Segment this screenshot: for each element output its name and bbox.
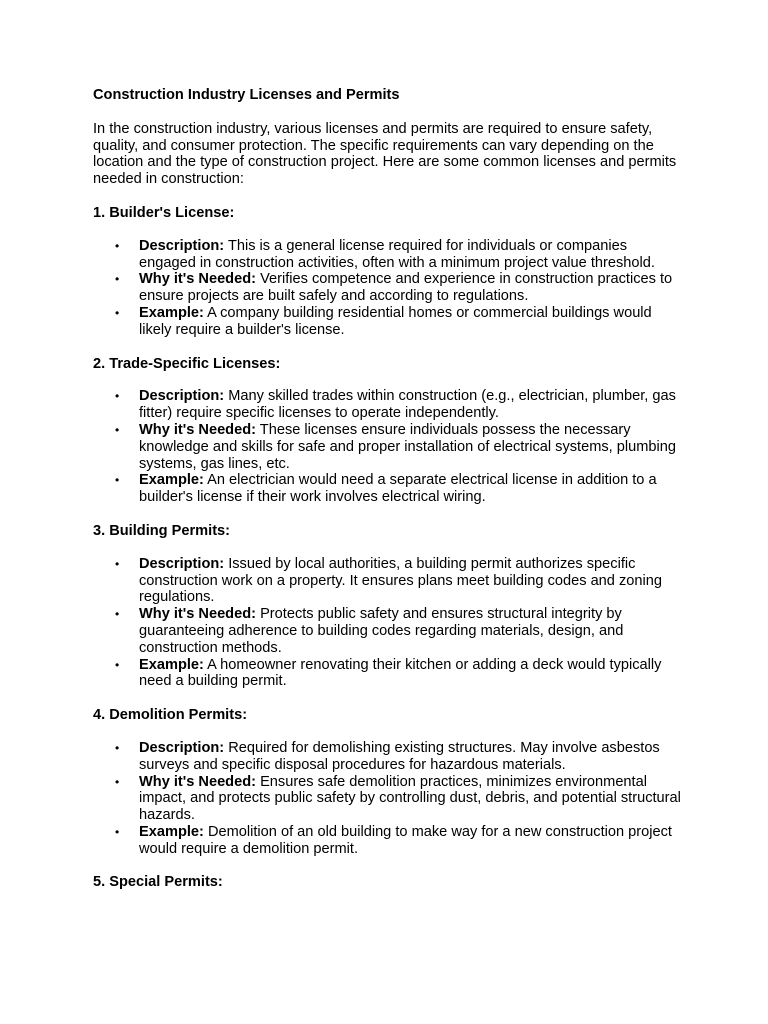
section-demolition-permits	[93, 707, 683, 857]
list-item	[93, 774, 683, 824]
section-building-permits	[93, 523, 683, 690]
item-text: Demolition of an old building to make way for a new construction project would require a demolition permit.	[139, 823, 672, 857]
bullet-list	[93, 556, 683, 690]
bullet-icon: •	[115, 389, 120, 404]
list-item	[93, 388, 683, 422]
item-label: Description:	[139, 739, 225, 756]
item-label: Description:	[139, 555, 225, 572]
section-heading: 2. Trade-Specific Licenses:	[93, 355, 281, 372]
item-label: Why it's Needed:	[139, 606, 256, 623]
list-item	[93, 305, 683, 339]
item-label: Why it's Needed:	[139, 773, 256, 790]
item-label: Example:	[139, 304, 204, 321]
bullet-icon: •	[115, 657, 120, 672]
section-heading: 5. Special Permits:	[93, 874, 223, 891]
item-label: Why it's Needed:	[139, 421, 256, 438]
intro-paragraph: In the construction industry, various licenses and permits are required to ensure safety, quality, and consumer protection. The specific requirements can vary depending on the location and the type of construction project. Here are some common licenses and permits needed in construction:	[93, 120, 677, 188]
bullet-icon: •	[115, 473, 120, 488]
section-special-permits	[93, 874, 683, 891]
bullet-icon: •	[115, 305, 120, 320]
section-heading: 3. Building Permits:	[93, 522, 231, 539]
bullet-icon: •	[115, 422, 120, 437]
item-text: An electrician would need a separate electrical license in addition to a builder's license if their work involves electrical wiring.	[139, 472, 657, 506]
section-heading: 1. Builder's License:	[93, 204, 235, 221]
item-label: Description:	[139, 237, 225, 254]
item-text: Verifies competence and experience in construction practices to ensure projects are built safely and according to regulations.	[139, 271, 673, 305]
item-text: These licenses ensure individuals possess the necessary knowledge and skills for safe and proper installation of electrical systems, plumbing systems, gas lines, etc.	[139, 421, 676, 472]
list-item	[93, 824, 683, 858]
bullet-icon: •	[115, 607, 120, 622]
item-label: Example:	[139, 823, 204, 840]
list-item	[93, 271, 683, 305]
list-item	[93, 422, 683, 472]
item-label: Description:	[139, 388, 225, 405]
document-page	[93, 87, 683, 907]
item-label: Example:	[139, 656, 204, 673]
item-text: A company building residential homes or commercial buildings would likely require a builder's license.	[139, 304, 652, 338]
section-trade-specific-licenses	[93, 356, 683, 506]
section-heading: 4. Demolition Permits:	[93, 707, 248, 724]
item-text: Issued by local authorities, a building permit authorizes specific construction work on a property. It ensures plans meet building codes and zoning regulations.	[139, 555, 662, 606]
item-text: Required for demolishing existing structures. May involve asbestos surveys and specific disposal procedures for hazardous materials.	[139, 739, 660, 773]
item-text: A homeowner renovating their kitchen or adding a deck would typically need a building permit.	[139, 656, 662, 690]
item-label: Why it's Needed:	[139, 271, 256, 288]
document-title: Construction Industry Licenses and Permits	[93, 87, 400, 103]
bullet-list	[93, 388, 683, 506]
item-text: This is a general license required for individuals or companies engaged in construction activities, often with a minimum project value threshold.	[139, 237, 655, 271]
bullet-icon: •	[115, 272, 120, 287]
item-text: Protects public safety and ensures structural integrity by guaranteeing adherence to building codes regarding materials, design, and construction methods.	[139, 606, 624, 656]
bullet-icon: •	[115, 556, 120, 571]
bullet-icon: •	[115, 774, 120, 789]
list-item	[93, 238, 683, 272]
list-item	[93, 740, 683, 774]
bullet-icon: •	[115, 824, 120, 839]
item-label: Example:	[139, 472, 204, 489]
list-item	[93, 472, 683, 506]
item-text: Many skilled trades within construction (e.g., electrician, plumber, gas fitter) require specific licenses to operate independently.	[139, 388, 676, 422]
bullet-list	[93, 238, 683, 339]
bullet-list	[93, 740, 683, 858]
list-item	[93, 606, 683, 656]
bullet-icon: •	[115, 740, 120, 755]
section-builders-license	[93, 205, 683, 339]
item-text: Ensures safe demolition practices, minimizes environmental impact, and protects public safety by controlling dust, debris, and potential structural hazards.	[139, 773, 681, 824]
list-item	[93, 556, 683, 606]
list-item	[93, 657, 683, 691]
bullet-icon: •	[115, 238, 120, 253]
